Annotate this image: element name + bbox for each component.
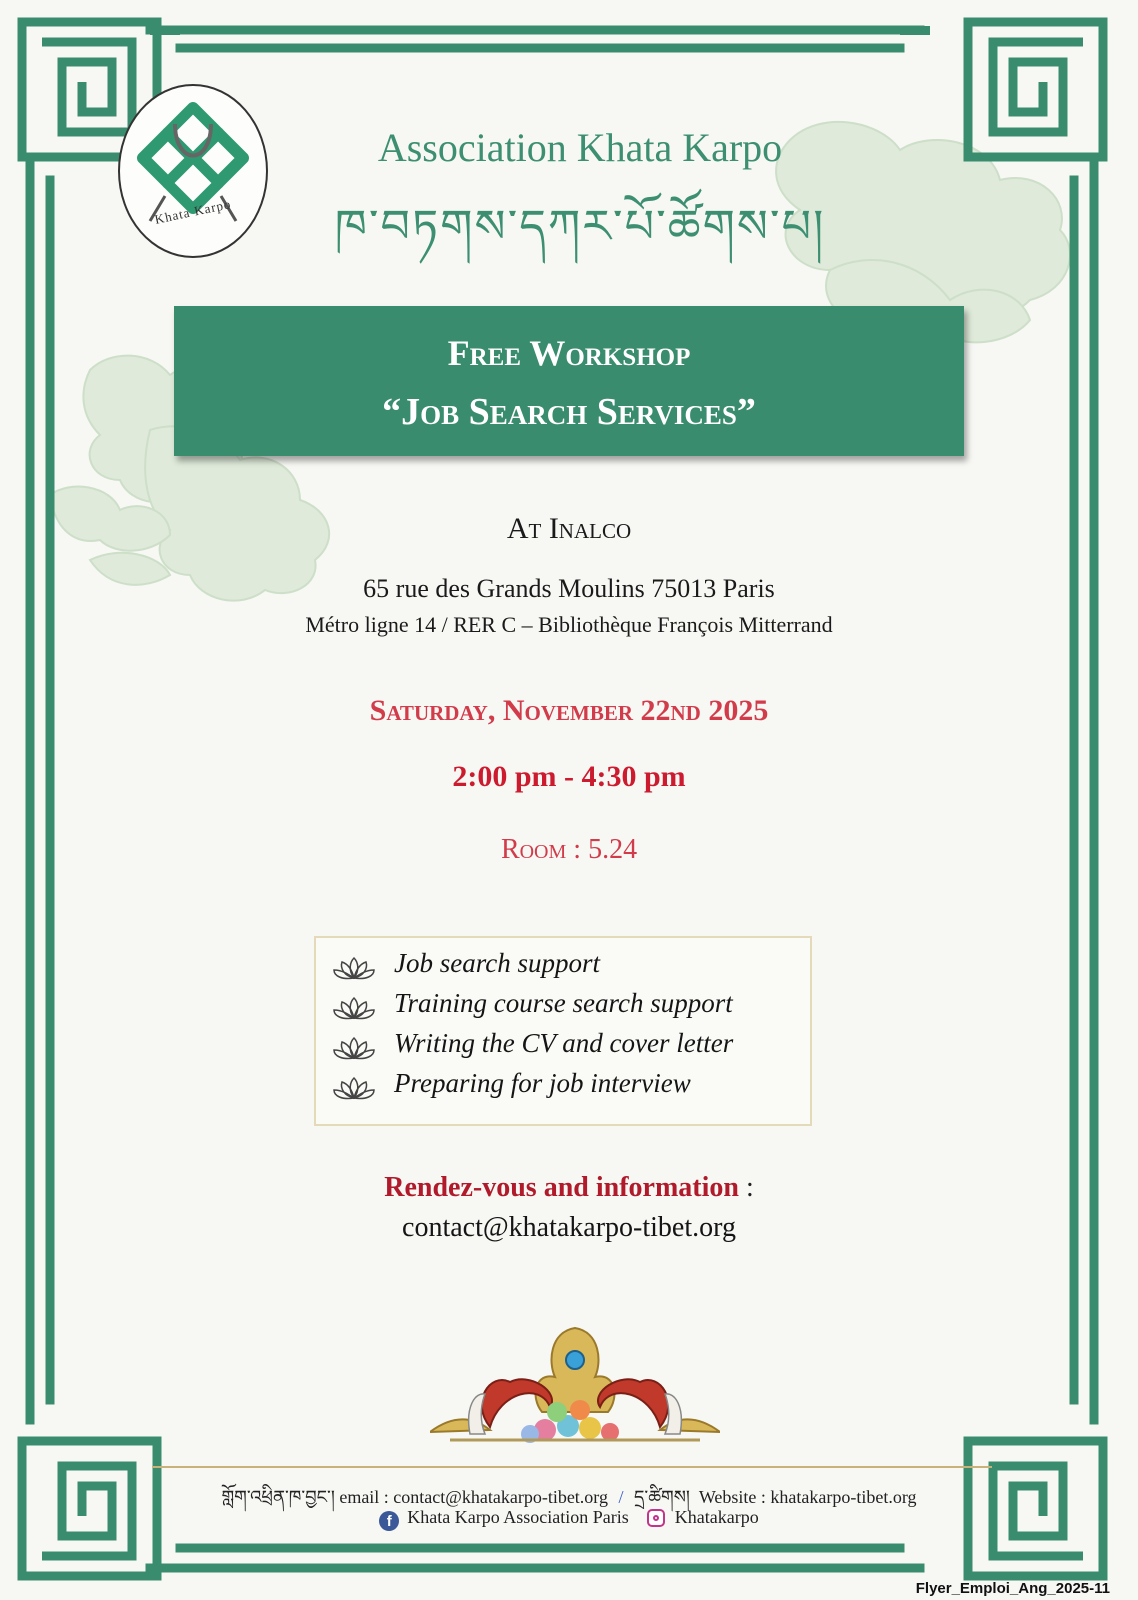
contact-heading xyxy=(0,1172,1138,1204)
footer-social-line xyxy=(0,1507,1138,1531)
footer-separator: / xyxy=(618,1487,624,1507)
facebook-link[interactable]: Khata Karpo Association Paris xyxy=(407,1507,629,1527)
logo-text: Khata Karpo xyxy=(153,196,233,227)
tibetan-email-label: གློག་འཕྲིན་ཁ་བྱང་། xyxy=(221,1487,335,1507)
banner-subtitle: “Job Search Services” xyxy=(382,391,756,433)
facebook-icon[interactable]: f xyxy=(379,1511,399,1531)
tibetan-website-label: དྲ་ཚིགས། xyxy=(634,1487,690,1507)
instagram-icon[interactable] xyxy=(647,1509,665,1527)
offering-ornament xyxy=(430,1322,720,1454)
metro-info: Métro ligne 14 / RER C – Bibliothèque François Mitterrand xyxy=(305,612,833,637)
association-logo xyxy=(118,84,268,258)
event-time: 2:00 pm - 4:30 pm xyxy=(452,760,686,793)
footer-website[interactable]: Website : khatakarpo-tibet.org xyxy=(698,1487,917,1507)
venue: At Inalco xyxy=(506,512,632,545)
lotus-icon xyxy=(332,1076,376,1102)
workshop-banner xyxy=(174,306,964,456)
lotus-icon xyxy=(332,996,376,1022)
banner-title: Free Workshop xyxy=(447,333,691,373)
list-item xyxy=(332,988,802,1026)
association-tibetan-name: ཁ་བཏགས་དཀར་པོ་ཚོགས་པ། xyxy=(334,201,826,252)
contact-colon: : xyxy=(738,1172,754,1203)
list-item xyxy=(332,1028,802,1066)
contact-label: Rendez-vous and information xyxy=(384,1172,739,1203)
lotus-icon xyxy=(332,1036,376,1062)
services-box xyxy=(314,936,812,1126)
list-item xyxy=(332,1068,802,1106)
event-date: Saturday, November 22nd 2025 xyxy=(369,694,769,727)
file-reference: Flyer_Emploi_Ang_2025-11 xyxy=(915,1580,1110,1597)
service-label: Writing the CV and cover letter xyxy=(394,1028,734,1058)
event-room: Room : 5.24 xyxy=(500,834,638,865)
association-name: Association Khata Karpo xyxy=(377,125,783,170)
address: 65 rue des Grands Moulins 75013 Paris xyxy=(363,574,775,603)
footer-divider xyxy=(152,1466,992,1468)
service-label: Job search support xyxy=(394,948,600,978)
service-label: Preparing for job interview xyxy=(394,1068,691,1098)
footer-email[interactable]: email : contact@khatakarpo-tibet.org xyxy=(339,1487,608,1507)
list-item xyxy=(332,948,802,986)
service-label: Training course search support xyxy=(394,988,733,1018)
lotus-icon xyxy=(332,956,376,982)
instagram-link[interactable]: Khatakarpo xyxy=(674,1507,759,1527)
contact-email[interactable]: contact@khatakarpo-tibet.org xyxy=(402,1212,736,1243)
